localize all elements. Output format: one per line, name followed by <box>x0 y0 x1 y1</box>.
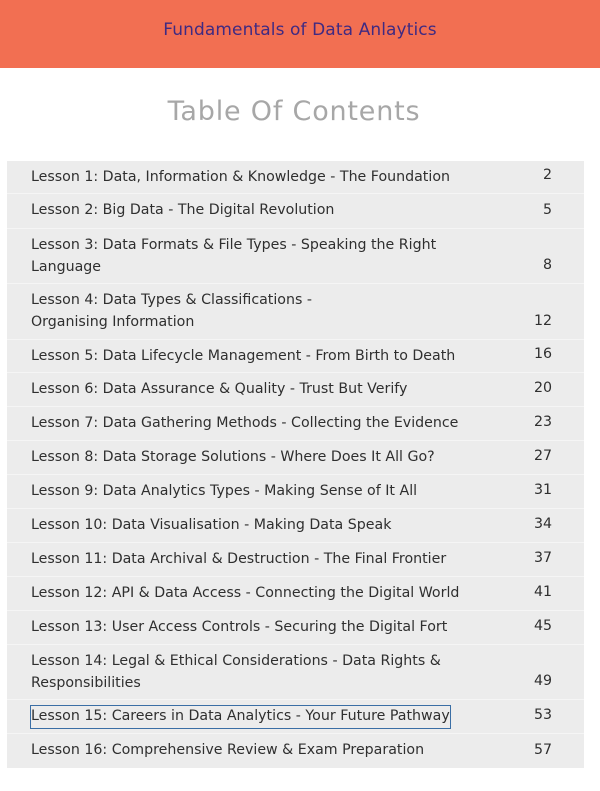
lesson-link[interactable]: Lesson 16: Comprehensive Review & Exam Preparation <box>31 742 425 758</box>
lesson-link[interactable]: Lesson 3: Data Formats & File Types - Speaking the Right Language <box>31 237 437 275</box>
toc-row[interactable] <box>7 611 584 645</box>
toc-row[interactable] <box>7 284 584 340</box>
toc-row[interactable] <box>7 645 584 700</box>
page-number: 31 <box>533 482 552 498</box>
toc-row[interactable] <box>7 340 584 373</box>
toc-row[interactable] <box>7 407 584 441</box>
page-number: 53 <box>533 707 552 723</box>
toc-row[interactable] <box>7 543 584 577</box>
toc-row[interactable] <box>7 734 584 768</box>
lesson-link[interactable]: Lesson 9: Data Analytics Types - Making Sense of It All <box>31 483 418 499</box>
lesson-link[interactable]: Lesson 6: Data Assurance & Quality - Trust But Verify <box>31 381 408 397</box>
page-number: 2 <box>542 167 552 183</box>
toc-row[interactable] <box>7 475 584 509</box>
page-number: 23 <box>533 414 552 430</box>
toc-row[interactable] <box>7 373 584 407</box>
page-number: 8 <box>542 257 552 273</box>
lesson-link[interactable]: Lesson 4: Data Types & Classifications - Organising Information <box>31 292 313 330</box>
toc-row[interactable] <box>7 577 584 611</box>
page-number: 49 <box>533 673 552 689</box>
lesson-link[interactable]: Lesson 7: Data Gathering Methods - Collecting the Evidence <box>31 415 459 431</box>
lesson-link[interactable]: Lesson 11: Data Archival & Destruction - The Final Frontier <box>31 551 447 567</box>
toc-row[interactable] <box>7 161 584 194</box>
course-title: Fundamentals of Data Anlaytics <box>163 20 437 40</box>
lesson-link[interactable]: Lesson 14: Legal & Ethical Considerations - Data Rights & Responsibilities <box>31 653 441 691</box>
lesson-link[interactable]: Lesson 13: User Access Controls - Securing the Digital Fort <box>31 619 448 635</box>
toc-row[interactable] <box>7 194 584 229</box>
page-number: 12 <box>533 313 552 329</box>
toc-table <box>7 161 584 768</box>
page-number: 16 <box>533 346 552 362</box>
toc-row[interactable] <box>7 700 584 734</box>
toc-row[interactable] <box>7 509 584 543</box>
page-number: 5 <box>542 202 552 218</box>
lesson-link[interactable]: Lesson 5: Data Lifecycle Management - From Birth to Death <box>31 348 456 364</box>
toc-heading: Table Of Contents <box>167 96 421 127</box>
lesson-link[interactable]: Lesson 12: API & Data Access - Connecting the Digital World <box>31 585 460 601</box>
page-number: 45 <box>533 618 552 634</box>
page-number: 34 <box>533 516 552 532</box>
toc-row[interactable] <box>7 229 584 284</box>
header-bar <box>0 0 600 68</box>
page-number: 37 <box>533 550 552 566</box>
page-number: 41 <box>533 584 552 600</box>
lesson-link-focused[interactable]: Lesson 15: Careers in Data Analytics - Your Future Pathway <box>31 706 450 728</box>
lesson-link[interactable]: Lesson 1: Data, Information & Knowledge - The Foundation <box>31 169 450 185</box>
page-number: 27 <box>533 448 552 464</box>
page-number: 20 <box>533 380 552 396</box>
lesson-link[interactable]: Lesson 8: Data Storage Solutions - Where Does It All Go? <box>31 449 435 465</box>
toc-row[interactable] <box>7 441 584 475</box>
page-number: 57 <box>533 742 552 758</box>
lesson-link[interactable]: Lesson 10: Data Visualisation - Making Data Speak <box>31 517 392 533</box>
lesson-link[interactable]: Lesson 2: Big Data - The Digital Revolution <box>31 202 335 218</box>
